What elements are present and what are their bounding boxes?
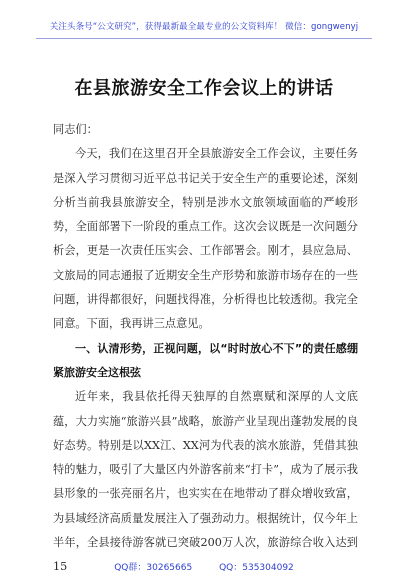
footer-qq-group: QQ群：30265665 (114, 563, 193, 573)
footer-qq: QQ：535304092 (219, 563, 294, 573)
document-title: 在县旅游安全工作会议上的讲话 (74, 78, 334, 99)
intro-paragraph: 今天，我们在这里召开全县旅游安全工作会议，主要任务是深入学习贯彻习近平总书记关于安全生产的重要论述，深刻分析当前我县旅游安全，特别是涉水文旅领域面临的严峻形势，全面部署下一阶段的重点工作。这次会议既是一次问题分析会，更是一次责任压实会、工作部署会。刚才，县应急局、文旅局的同志通报了近期安全生产形势和旅游市场存在的一些问题，讲得都很好，问题找得准，分析得也比较透彻。我完全同意。下面，我再讲三点意见。 (53, 147, 358, 331)
section-paragraph: 近年来，我县依托得天独厚的自然禀赋和深厚的人文底蕴，大力实施“旅游兴县”战略，旅游产业呈现出蓬勃发展的良好态势。特别是以XX江、XX河为代表的滨水旅游，凭借其独特的魅力，吸引了大量区内外游客前来“打卡”，成为了展示我县形象的一张亮丽名片，也实实在在地带动了群众增收致富，为县域经济高质量发展注入了强劲动力。根据统计，仅今年上半年，全县接待游客就已突破200万人次，旅游综合收入达到15 (53, 390, 358, 574)
document-body (53, 118, 358, 580)
header-divider (36, 38, 372, 39)
section-heading: 一、认清形势，正视问题，以“时时放心不下”的责任感绷紧旅游安全这根弦 (53, 341, 358, 379)
salutation: 同志们： (53, 123, 98, 136)
footer-contact (0, 560, 408, 573)
header-promo-note: 关注头条号“公文研究”，获得最新最全最专业的公文资料库！ 微信：gongwenyj (49, 22, 359, 32)
